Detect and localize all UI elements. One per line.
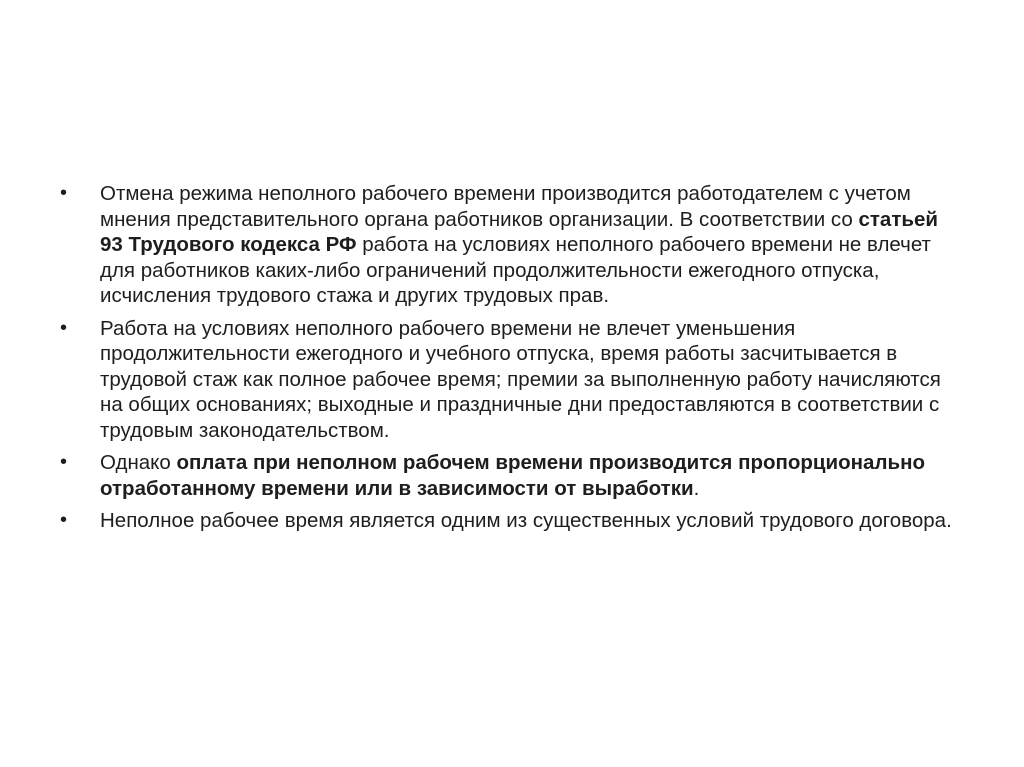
bullet-4-text: Неполное рабочее время является одним из существенных условий трудового договора. — [100, 509, 952, 532]
bullet-3-bold-payment-statement: оплата при неполном рабочем времени производится пропорционально отработанному времени или в зависимости от выработки — [100, 451, 925, 500]
bullet-1-bold-law-reference: статьей 93 Трудового кодекса РФ — [100, 207, 938, 256]
bullet-item-4 — [60, 508, 965, 534]
bullet-item-1 — [60, 181, 965, 309]
bullet-list — [60, 181, 965, 541]
bullet-3-text-part-1: Однако — [100, 451, 177, 474]
bullet-marker: • — [60, 182, 68, 204]
bullet-2-text: Работа на условиях неполного рабочего времени не влечет уменьшения продолжительности ежегодного и учебного отпуска, время работы засчитывается в трудовой стаж как полное рабочее время; премии за выполненную работу начисляются на общих основаниях; выходные и праздничные дни предоставляются в соответствии с трудовым законодательством. — [100, 316, 941, 442]
bullet-1-text-part-3: работа на условиях неполного рабочего времени не влечет для работников каких-либо ограничений продолжительности ежегодного отпуска, исчисления трудового стажа и других трудовых прав. — [100, 233, 931, 307]
bullet-item-2 — [60, 316, 965, 444]
bullet-item-3 — [60, 450, 965, 501]
bullet-3-text — [100, 451, 925, 500]
bullet-marker: • — [60, 509, 68, 531]
bullet-marker: • — [60, 316, 68, 339]
bullet-3-text-part-3: . — [693, 476, 700, 500]
bullet-1-text-part-1: Отмена режима неполного рабочего времени производится работодателем с учетом мнения представительного органа работников организации. В соответствии со — [100, 182, 911, 231]
bullet-1-text — [100, 182, 938, 307]
bullet-marker: • — [60, 451, 68, 473]
